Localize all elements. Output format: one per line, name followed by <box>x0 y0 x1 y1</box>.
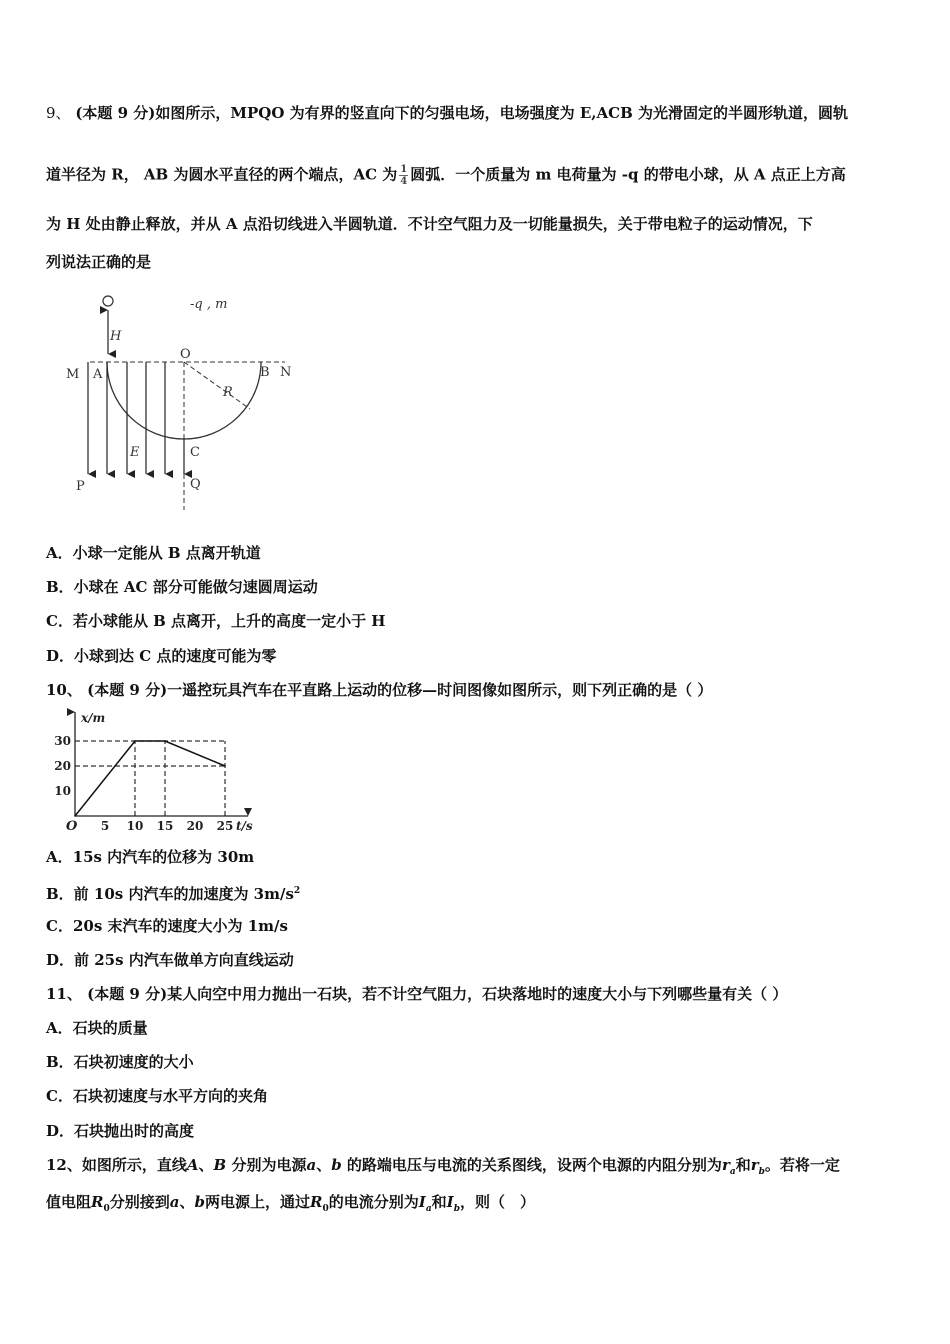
label-M: M <box>66 367 80 382</box>
data-point <box>134 740 136 742</box>
q9-line2 <box>46 164 846 187</box>
label-A: A <box>93 367 103 382</box>
y-axis-label: x/m <box>81 711 106 725</box>
series-line <box>75 741 225 816</box>
radius-line <box>184 362 250 409</box>
q10-stem: 10、 (本题 9 分)一遥控玩具汽车在平直路上运动的位移—时间图像如图所示，则下列正确的是（ ） <box>46 681 713 699</box>
q9-option-a: A．小球一定能从 B 点离开轨道 <box>46 544 261 562</box>
q9-line3: 为 H 处由静止释放，并从 A 点沿切线进入半圆轨道．不计空气阻力及一切能量损失，关于带电粒子的运动情况，下 <box>46 215 813 233</box>
origin-label: O <box>66 819 78 834</box>
x-tick-label: 5 <box>100 819 110 833</box>
q9-option-b: B．小球在 AC 部分可能做匀速圆周运动 <box>46 578 318 596</box>
y-tick-label: 30 <box>54 734 71 748</box>
q12-line1: 12、如图所示，直线A、B 分别为电源a、b 的路端电压与电流的关系图线，设两个电源的内阻分别为$r_a$和$r_b$。若将一定 <box>46 1156 840 1177</box>
q10-option-a: A．15s 内汽车的位移为 30m <box>46 848 255 866</box>
data-point <box>224 765 226 767</box>
q10-option-c: C．20s 末汽车的速度大小为 1m/s <box>46 917 288 935</box>
q9-text-1: (本题 9 分)如图所示，MPQO 为有界的竖直向下的匀强电场，电场强度为 E,ACB 为光滑固定的半圆形轨道，圆轨 <box>75 104 849 122</box>
q12-line2: 值电阻$R_0$分别接到a、b两电源上，通过$R_0$的电流分别为$I_a$和$I_b$，则（ ） <box>46 1193 536 1214</box>
q9-option-c: C．若小球能从 B 点离开，上升的高度一定小于 H <box>46 612 386 630</box>
label-O: O <box>180 347 191 362</box>
x-tick-label: 20 <box>186 819 204 833</box>
label-charge: -q , m <box>190 297 228 312</box>
data-point <box>164 740 166 742</box>
q9-line4: 列说法正确的是 <box>46 253 152 271</box>
q9-text-2b: 圆弧．一个质量为 m 电荷量为 -q 的带电小球，从 A 点正上方高 <box>410 165 846 184</box>
x-axis-label: t/s <box>236 819 253 833</box>
label-R: R <box>223 385 233 400</box>
q10-option-d: D．前 25s 内汽车做单方向直线运动 <box>46 951 294 969</box>
q10-option-b: B．前 10s 内汽车的加速度为 $3m/s^2$ <box>46 885 301 903</box>
data-point <box>74 815 76 817</box>
y-tick-label: 10 <box>54 784 71 798</box>
q11-option-b: B．石块初速度的大小 <box>46 1053 194 1071</box>
displacement-time-chart <box>48 706 268 838</box>
x-tick-label: 25 <box>216 819 234 833</box>
ball <box>103 296 113 306</box>
q9-text-2a: 道半径为 R， AB 为圆水平直径的两个端点，AC 为 <box>46 165 398 184</box>
label-N: N <box>280 365 292 380</box>
quarter-fraction: $\frac{1}{4}$ <box>400 164 408 187</box>
x-tick-label: 10 <box>126 819 144 833</box>
electric-field-diagram <box>60 288 320 520</box>
label-E: E <box>130 445 140 460</box>
q11-option-a: A．石块的质量 <box>46 1019 148 1037</box>
label-P: P <box>76 479 85 494</box>
superscript-2: 2 <box>293 886 301 896</box>
label-B: B <box>260 365 270 380</box>
label-Q: Q <box>190 477 201 492</box>
x-tick-label: 15 <box>156 819 174 833</box>
label-C: C <box>190 445 200 460</box>
q11-stem: 11、 (本题 9 分)某人向空中用力抛出一石块，若不计空气阻力，石块落地时的速度大小与下列哪些量有关（ ） <box>46 985 788 1003</box>
q11-option-d: D．石块抛出时的高度 <box>46 1122 195 1140</box>
q9-option-d: D．小球到达 C 点的速度可能为零 <box>46 647 277 665</box>
label-H: H <box>110 329 122 344</box>
q9-line1 <box>46 103 848 123</box>
q11-option-c: C．石块初速度与水平方向的夹角 <box>46 1087 268 1105</box>
y-tick-label: 20 <box>54 759 71 773</box>
q9-number: 9、 <box>46 104 71 122</box>
